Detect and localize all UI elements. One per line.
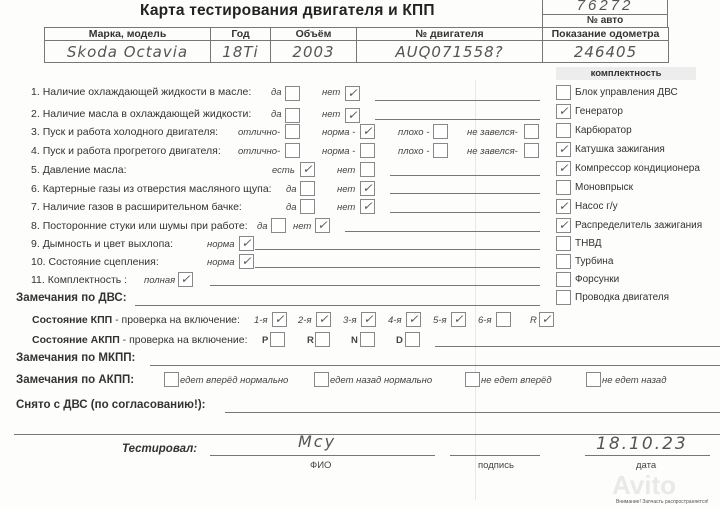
question-3: 3. Пуск и работа холодного двигателя:: [31, 126, 219, 138]
q3-not-started-checkbox[interactable]: [524, 124, 539, 139]
q4-bad-checkbox[interactable]: [433, 143, 448, 158]
kit-ignition-coil-checkbox[interactable]: ✓: [556, 142, 571, 157]
reverse-ok-checkbox[interactable]: [314, 372, 329, 387]
q9-normal-checkbox[interactable]: ✓: [239, 236, 254, 251]
q3-bad-checkbox[interactable]: [433, 124, 448, 139]
kit-wiring-checkbox[interactable]: [556, 290, 571, 305]
col-year: Год: [211, 28, 271, 41]
option-label: нет: [322, 109, 341, 120]
auto-gearbox-label: Состояние АКПП - проверка на включение:: [32, 334, 248, 346]
col-odometer: Показание одометра: [543, 28, 669, 41]
kit-distributor-checkbox[interactable]: ✓: [556, 218, 571, 233]
gear-6-checkbox[interactable]: [496, 312, 511, 327]
question-7: 7. Наличие газов в расширительном бачке:: [31, 201, 242, 213]
gear-label: 1-я: [254, 315, 268, 326]
notes-line: [390, 175, 540, 176]
q7-no-checkbox[interactable]: ✓: [360, 199, 375, 214]
kit-item-label: Катушка зажигания: [575, 144, 665, 155]
gear-label: 5-я: [433, 315, 447, 326]
kit-item-label: ТНВД: [575, 238, 602, 249]
option-label: нет: [322, 87, 341, 98]
no-forward-checkbox[interactable]: [465, 372, 480, 387]
q4-not-started-checkbox[interactable]: [524, 143, 539, 158]
question-9: 9. Дымность и цвет выхлопа:: [31, 238, 174, 250]
q3-normal-checkbox[interactable]: ✓: [360, 124, 375, 139]
notes-line: [255, 249, 540, 250]
notes-line: [390, 212, 540, 213]
gear-3-checkbox[interactable]: ✓: [361, 312, 376, 327]
q7-yes-checkbox[interactable]: [300, 199, 315, 214]
name-value[interactable]: Мсу: [298, 432, 337, 451]
remarks-manual-label: Замечания по МКПП:: [16, 352, 136, 364]
question-5: 5. Давление масла:: [31, 164, 127, 176]
kit-mono-injection-checkbox[interactable]: [556, 180, 571, 195]
option-label: норма -: [322, 127, 356, 138]
option-label: отлично-: [238, 146, 281, 157]
col-volume: Объём: [271, 28, 357, 41]
odometer-value[interactable]: 246405: [543, 41, 669, 63]
question-1: 1. Наличие охлаждающей жидкости в масле:: [31, 86, 252, 98]
kit-item-label: Моновпрыск: [575, 182, 633, 193]
q10-normal-checkbox[interactable]: ✓: [239, 254, 254, 269]
engine-number-value[interactable]: AUQ071558?: [357, 41, 543, 63]
notes-line: [375, 119, 540, 120]
q5-yes-checkbox[interactable]: ✓: [300, 162, 315, 177]
kit-carburetor-checkbox[interactable]: [556, 123, 571, 138]
option-label: нет: [293, 221, 312, 232]
q8-no-checkbox[interactable]: ✓: [315, 218, 330, 233]
position-d-checkbox[interactable]: [405, 332, 420, 347]
kit-power-steering-pump-checkbox[interactable]: ✓: [556, 199, 571, 214]
kit-item-label: Проводка двигателя: [575, 292, 670, 303]
kit-header: комплектность: [556, 67, 696, 80]
notes-line: [255, 267, 540, 268]
option-label: нет: [337, 202, 356, 213]
kit-injectors-checkbox[interactable]: [556, 272, 571, 287]
gear-label: 2-я: [298, 315, 312, 326]
avito-watermark-logo: Avito: [612, 470, 677, 500]
option-label: не завелся-: [467, 127, 518, 138]
gear-label: 6-я: [478, 315, 492, 326]
name-line: [210, 455, 435, 456]
position-label: N: [351, 335, 358, 346]
q4-normal-checkbox[interactable]: [360, 143, 375, 158]
vehicle-info-table: [44, 27, 669, 63]
year-value[interactable]: 18Ti: [211, 41, 271, 63]
q1-yes-checkbox[interactable]: [285, 86, 300, 101]
kit-injection-pump-checkbox[interactable]: [556, 236, 571, 251]
option-label: норма: [207, 257, 235, 268]
option-label: да: [286, 202, 297, 213]
notes-line: [390, 193, 540, 194]
option-label: не едет вперёд: [481, 375, 552, 386]
position-p-checkbox[interactable]: [270, 332, 285, 347]
forward-ok-checkbox[interactable]: [164, 372, 179, 387]
question-11: 11. Комплектность :: [31, 274, 128, 286]
position-label: D: [396, 335, 403, 346]
make-model-value[interactable]: Skoda Octavia: [45, 41, 211, 63]
position-label: P: [262, 335, 269, 346]
q4-excellent-checkbox[interactable]: [285, 143, 300, 158]
manual-gearbox-label: Состояние КПП - проверка на включение:: [32, 314, 240, 326]
notes-line: [435, 346, 720, 347]
option-label: есть: [272, 165, 295, 176]
question-4: 4. Пуск и работа прогретого двигателя:: [31, 145, 221, 157]
gear-1-checkbox[interactable]: ✓: [272, 312, 287, 327]
kit-item-label: Генератор: [575, 106, 623, 117]
gear-label: 3-я: [343, 315, 357, 326]
notes-line: [345, 231, 540, 232]
tested-label: Тестировал:: [122, 443, 198, 455]
option-label: полная: [144, 275, 176, 286]
q6-yes-checkbox[interactable]: [300, 181, 315, 196]
kit-item-label: Турбина: [575, 256, 614, 267]
remarks-manual-line[interactable]: [150, 365, 720, 366]
gear-label: R: [530, 315, 537, 326]
volume-value[interactable]: 2003: [271, 41, 357, 63]
q8-yes-checkbox[interactable]: [271, 218, 286, 233]
date-line: [585, 455, 710, 456]
no-reverse-checkbox[interactable]: [586, 372, 601, 387]
q3-excellent-checkbox[interactable]: [285, 124, 300, 139]
notes-line: [375, 100, 540, 101]
option-label: не завелся-: [467, 146, 518, 157]
option-label: отлично-: [238, 127, 281, 138]
position-r-checkbox[interactable]: [315, 332, 330, 347]
kit-item-label: Карбюратор: [575, 125, 632, 136]
watermark-note: Внимание! Запчасть распространяется!: [616, 499, 709, 505]
option-label: не едет назад: [602, 375, 667, 386]
position-n-checkbox[interactable]: [360, 332, 375, 347]
removed-label: Снято с ДВС (по согласованию!):: [16, 399, 206, 411]
option-label: да: [271, 87, 282, 98]
kit-item-label: Насос г/у: [575, 201, 618, 212]
option-label: едет назад нормально: [330, 375, 433, 386]
kit-item-label: Блок управления ДВС: [575, 87, 678, 98]
option-label: нет: [337, 184, 356, 195]
q2-yes-checkbox[interactable]: [285, 108, 300, 123]
remarks-engine-label: Замечания по ДВС:: [16, 292, 127, 304]
gear-2-checkbox[interactable]: ✓: [316, 312, 331, 327]
position-label: R: [307, 335, 314, 346]
kit-item-label: Форсунки: [575, 274, 620, 285]
option-label: да: [286, 184, 297, 195]
remarks-engine-line[interactable]: [135, 305, 540, 306]
gear-5-checkbox[interactable]: ✓: [451, 312, 466, 327]
date-value[interactable]: 18.10.23: [596, 434, 688, 454]
option-label: плохо -: [398, 127, 430, 138]
signature-line[interactable]: [450, 455, 540, 456]
gear-label: 4-я: [388, 315, 402, 326]
kit-ac-compressor-checkbox[interactable]: ✓: [556, 161, 571, 176]
gear-reverse-checkbox[interactable]: ✓: [539, 312, 554, 327]
option-label: норма -: [322, 146, 356, 157]
auto-number-label: № авто: [542, 14, 668, 27]
option-label: да: [271, 109, 282, 120]
option-label: да: [257, 221, 268, 232]
option-label: едет вперёд нормально: [180, 375, 289, 386]
q11-full-checkbox[interactable]: ✓: [178, 272, 193, 287]
question-8: 8. Посторонние стуки или шумы при работе:: [31, 220, 248, 232]
signature-caption: подпись: [478, 460, 514, 471]
kit-generator-checkbox[interactable]: ✓: [556, 104, 571, 119]
question-6: 6. Картерные газы из отверстия масляного щупа:: [31, 183, 272, 195]
q6-no-checkbox[interactable]: ✓: [360, 181, 375, 196]
q2-no-checkbox[interactable]: ✓: [345, 108, 360, 123]
question-10: 10. Состояние сцепления:: [31, 256, 159, 268]
question-2: 2. Наличие масла в охлаждающей жидкости:: [31, 108, 252, 120]
page-title: Карта тестирования двигателя и КПП: [140, 2, 435, 19]
kit-turbo-checkbox[interactable]: [556, 254, 571, 269]
option-label: нет: [337, 165, 356, 176]
col-engine-number: № двигателя: [357, 28, 543, 41]
option-label: плохо -: [398, 146, 430, 157]
name-caption: ФИО: [310, 460, 332, 471]
kit-item-label: Распределитель зажигания: [575, 220, 703, 231]
col-make-model: Марка, модель: [45, 28, 211, 41]
notes-line: [210, 285, 540, 286]
q1-no-checkbox[interactable]: ✓: [345, 86, 360, 101]
removed-line[interactable]: [225, 412, 720, 413]
q5-no-checkbox[interactable]: [360, 162, 375, 177]
kit-ecu-checkbox[interactable]: [556, 85, 571, 100]
option-label: норма: [207, 239, 235, 250]
gear-4-checkbox[interactable]: ✓: [406, 312, 421, 327]
auto-number-field[interactable]: 76272: [542, 0, 668, 15]
fold-line: [475, 80, 476, 500]
kit-item-label: Компрессор кондиционера: [575, 163, 700, 174]
remarks-auto-label: Замечания по АКПП:: [16, 374, 135, 386]
date-caption: дата: [636, 460, 657, 471]
